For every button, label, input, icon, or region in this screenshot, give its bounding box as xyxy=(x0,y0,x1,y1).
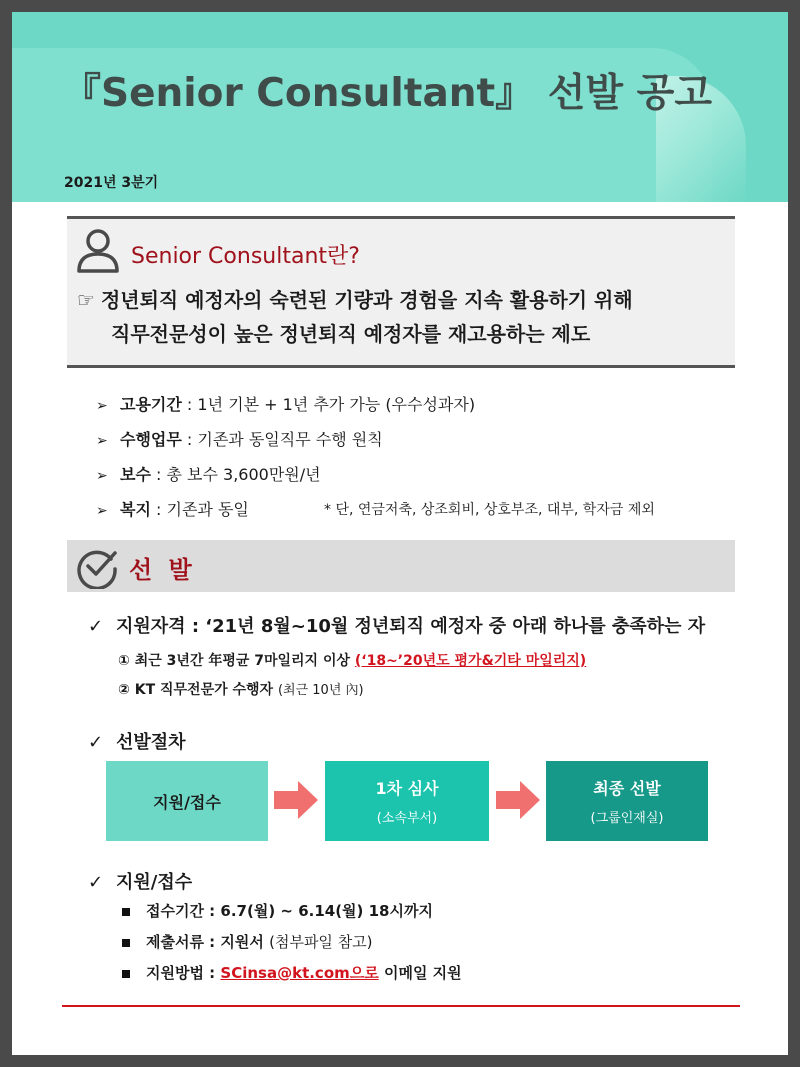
definition-box xyxy=(67,216,735,368)
step-subtitle: (그룹인재실) xyxy=(590,811,664,826)
application-key: 지원방법 : xyxy=(146,964,221,982)
conditions-list xyxy=(96,392,655,532)
qualification-item-2 xyxy=(118,679,364,699)
condition-value: : 1년 기본 + 1년 추가 가능 (우수성과자) xyxy=(181,395,476,414)
step-apply xyxy=(106,761,268,841)
step-title: 최종 선발 xyxy=(593,779,661,798)
step-title: 지원/접수 xyxy=(153,792,221,812)
application-item xyxy=(122,960,462,991)
checkmark-icon: ✓ xyxy=(88,616,104,637)
arrow-bullet-icon: ➢ xyxy=(96,398,108,414)
application-value: 지원서 xyxy=(220,933,270,951)
condition-key: 복지 xyxy=(120,500,151,519)
email-link[interactable]: SCinsa@kt.com으로 xyxy=(220,964,379,982)
procedure-text: 선발절차 xyxy=(116,732,186,753)
condition-value: : 기존과 동일 xyxy=(150,500,249,519)
application-item xyxy=(122,898,462,929)
procedure-label xyxy=(88,728,186,754)
condition-key: 고용기간 xyxy=(120,395,182,414)
condition-value: : 기존과 동일직무 수행 원칙 xyxy=(181,430,383,449)
pointing-hand-icon: ☞ xyxy=(77,288,95,312)
arrow-right-icon xyxy=(274,778,318,822)
application-list xyxy=(122,898,462,991)
quarter-label: 2021년 3분기 xyxy=(64,175,159,191)
application-item xyxy=(122,929,462,960)
welfare-note: * 단, 연금저축, 상조회비, 상호부조, 대부, 학자금 제외 xyxy=(324,502,655,518)
qualification-label xyxy=(88,612,705,638)
application-value: 6.7(월) ~ 6.14(월) 18시까지 xyxy=(220,902,433,920)
qualification-item-1-note: (‘18~’20년도 평가&기타 마일리지) xyxy=(354,653,587,669)
condition-item xyxy=(96,392,475,427)
arrow-bullet-icon: ➢ xyxy=(96,468,108,484)
square-bullet-icon xyxy=(122,908,130,916)
arrow-bullet-icon: ➢ xyxy=(96,503,108,519)
square-bullet-icon xyxy=(122,939,130,947)
application-key: 접수기간 : xyxy=(146,902,221,920)
application-label xyxy=(88,868,192,894)
checkmark-icon: ✓ xyxy=(88,872,104,893)
application-key: 제출서류 : xyxy=(146,933,221,951)
condition-key: 보수 xyxy=(120,465,151,484)
definition-line-1: 정년퇴직 예정자의 숙련된 기량과 경험을 지속 활용하기 위해 xyxy=(100,288,633,312)
application-value: 이메일 지원 xyxy=(378,964,462,982)
definition-title: Senior Consultant란? xyxy=(131,244,360,269)
step-first-review xyxy=(325,761,489,841)
application-text: 지원/접수 xyxy=(116,872,193,893)
qualification-item-2-note: (최근 10년 內) xyxy=(277,683,364,698)
definition-line-2: 직무전문성이 높은 정년퇴직 예정자를 재고용하는 제도 xyxy=(111,322,591,346)
step-title: 1차 심사 xyxy=(375,779,439,798)
condition-key: 수행업무 xyxy=(120,430,182,449)
condition-item xyxy=(96,427,475,462)
header-banner xyxy=(12,12,788,202)
qualification-item-1-main: ① 최근 3년간 年평균 7마일리지 이상 xyxy=(118,653,355,669)
step-subtitle: (소속부서) xyxy=(376,811,438,826)
application-note: (첨부파일 참고) xyxy=(269,933,373,951)
notice-page xyxy=(12,12,788,1055)
check-circle-icon xyxy=(75,545,119,589)
person-icon xyxy=(75,227,121,275)
condition-item xyxy=(96,497,655,532)
page-title: 『Senior Consultant』 선발 공고 xyxy=(62,71,713,116)
selection-title: 선 발 xyxy=(129,556,196,584)
qualification-item-2-main: ② KT 직무전문가 수행자 xyxy=(118,682,278,698)
step-final-selection xyxy=(546,761,708,841)
selection-header xyxy=(67,540,735,592)
condition-value: : 총 보수 3,600만원/년 xyxy=(150,465,321,484)
arrow-bullet-icon: ➢ xyxy=(96,433,108,449)
arrow-right-icon xyxy=(496,778,540,822)
square-bullet-icon xyxy=(122,970,130,978)
qualification-item-1 xyxy=(118,650,586,670)
definition-text xyxy=(77,283,633,351)
checkmark-icon: ✓ xyxy=(88,732,104,753)
condition-item xyxy=(96,462,475,497)
qualification-text: 지원자격 : ‘21년 8월~10월 정년퇴직 예정자 중 아래 하나를 충족하는 자 xyxy=(116,616,706,637)
bottom-divider xyxy=(62,1005,740,1007)
